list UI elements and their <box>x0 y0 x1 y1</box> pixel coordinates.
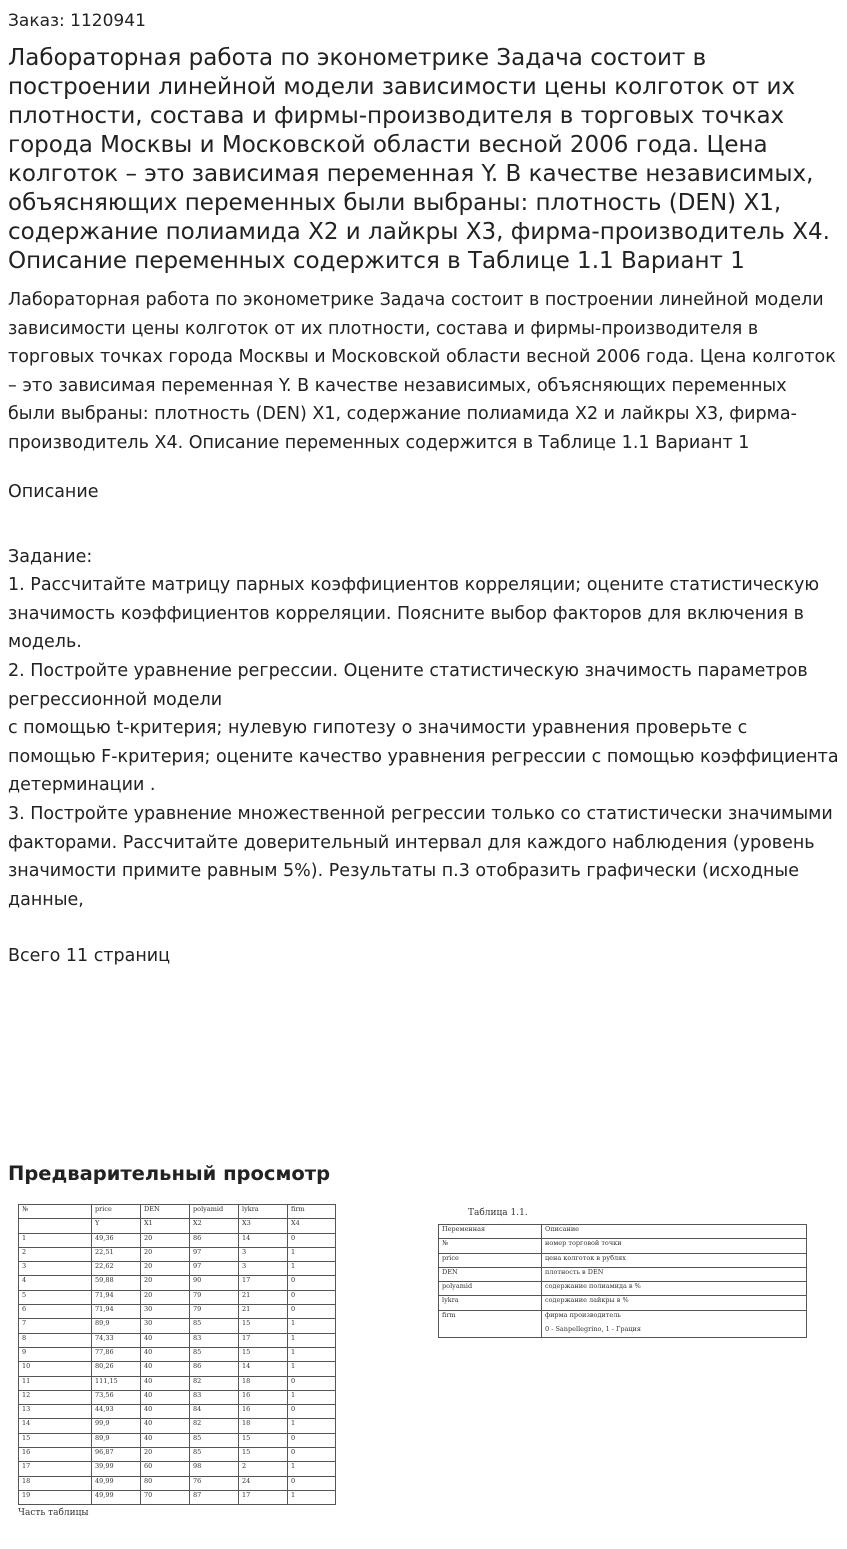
table-cell: DEN <box>141 1205 190 1219</box>
table-cell: X2 <box>190 1219 239 1233</box>
table-cell: 8 <box>19 1333 92 1347</box>
table-cell: 82 <box>190 1419 239 1433</box>
table-cell: 49,99 <box>92 1490 141 1504</box>
table-cell: 20 <box>141 1233 190 1247</box>
table-cell: price <box>92 1205 141 1219</box>
table-cell: 83 <box>190 1333 239 1347</box>
table-cell: 40 <box>141 1347 190 1361</box>
table-cell: firm <box>288 1205 336 1219</box>
table-cell: 0 <box>288 1476 336 1490</box>
table-cell: фирма производитель 0 - Sanpellegrino, 1 - Грация <box>542 1310 807 1337</box>
table-row <box>439 1267 807 1281</box>
table-cell: 84 <box>190 1405 239 1419</box>
table-cell: 0 <box>288 1233 336 1247</box>
table-row <box>19 1205 336 1219</box>
table-cell: 76 <box>190 1476 239 1490</box>
table-cell: DEN <box>439 1267 542 1281</box>
table-cell: 86 <box>190 1362 239 1376</box>
table-cell: 1 <box>288 1362 336 1376</box>
task-title: Задание: <box>8 546 93 567</box>
table-cell: 85 <box>190 1347 239 1361</box>
table-cell: 0 <box>288 1305 336 1319</box>
task-item: 3. Постройте уравнение множественной регрессии только со статистически значимыми факторами. Рассчитайте доверительный интервал для каждого наблюдения (уровень значимости примите равным 5%). Результаты п.3 отобразить графически (исходные данные, <box>8 803 833 910</box>
table-cell: 49,36 <box>92 1233 141 1247</box>
table-cell: 44,93 <box>92 1405 141 1419</box>
variables-table <box>438 1224 807 1338</box>
table-cell: 80,26 <box>92 1362 141 1376</box>
table-cell: 15 <box>239 1448 288 1462</box>
table-cell: 15 <box>239 1433 288 1447</box>
preview-area <box>8 1198 839 1528</box>
table-cell: 79 <box>190 1290 239 1304</box>
table-row <box>19 1490 336 1504</box>
preview-page-variables-table <box>438 1208 807 1338</box>
table-cell: № <box>19 1205 92 1219</box>
table-cell: 1 <box>288 1347 336 1361</box>
table-row <box>19 1419 336 1433</box>
table-cell: 40 <box>141 1390 190 1404</box>
table-row <box>439 1282 807 1296</box>
table-cell: 80 <box>141 1476 190 1490</box>
table-row <box>439 1225 807 1239</box>
table-row <box>439 1310 807 1337</box>
table-cell: 20 <box>141 1247 190 1261</box>
preview-page-data-table <box>18 1204 336 1518</box>
table-cell: 18 <box>19 1476 92 1490</box>
table-cell: 83 <box>190 1390 239 1404</box>
table-cell: цена колготок в рублях <box>542 1253 807 1267</box>
table-row <box>19 1290 336 1304</box>
table-cell <box>19 1219 92 1233</box>
table-cell: 71,94 <box>92 1290 141 1304</box>
table-cell: 11 <box>19 1376 92 1390</box>
table-cell: 2 <box>19 1247 92 1261</box>
table-cell: 21 <box>239 1305 288 1319</box>
data-table <box>18 1204 336 1505</box>
table-cell: 9 <box>19 1347 92 1361</box>
table-cell: 40 <box>141 1333 190 1347</box>
table-row <box>19 1405 336 1419</box>
task-item: с помощью t-критерия; нулевую гипотезу о значимости уравнения проверьте с помощью F-критерия; оцените качество уравнения регрессии с помощью коэффициента детерминации . <box>8 718 839 796</box>
table-row <box>439 1253 807 1267</box>
table-cell: 15 <box>239 1347 288 1361</box>
table-cell: lykra <box>439 1296 542 1310</box>
table-cell: 85 <box>190 1319 239 1333</box>
table-row <box>19 1305 336 1319</box>
table-cell: 30 <box>141 1305 190 1319</box>
table-cell: 85 <box>190 1433 239 1447</box>
table-cell: 59,88 <box>92 1276 141 1290</box>
table-cell: 16 <box>19 1448 92 1462</box>
table-cell: 14 <box>19 1419 92 1433</box>
table-cell: lykra <box>239 1205 288 1219</box>
table-cell: 2 <box>239 1462 288 1476</box>
table-cell: 111,15 <box>92 1376 141 1390</box>
table-cell: 20 <box>141 1262 190 1276</box>
table-cell: 1 <box>288 1333 336 1347</box>
table-row <box>19 1319 336 1333</box>
table-cell: 3 <box>239 1262 288 1276</box>
table-row <box>439 1239 807 1253</box>
table-cell: 18 <box>239 1376 288 1390</box>
task-item: 1. Рассчитайте матрицу парных коэффициентов корреляции; оцените статистическую значимость коэффициентов корреляции. Поясните выбор факторов для включения в модель. <box>8 575 820 653</box>
table-cell: X3 <box>239 1219 288 1233</box>
table-cell: 40 <box>141 1419 190 1433</box>
table-row <box>19 1376 336 1390</box>
table-cell: 49,99 <box>92 1476 141 1490</box>
table-row <box>19 1233 336 1247</box>
table-caption: Таблица 1.1. <box>468 1208 528 1218</box>
order-number: Заказ: 1120941 <box>8 11 146 31</box>
table-cell: 1 <box>288 1319 336 1333</box>
table-row <box>439 1296 807 1310</box>
table-cell: 90 <box>190 1276 239 1290</box>
table-cell: 15 <box>19 1433 92 1447</box>
table-cell: 1 <box>288 1247 336 1261</box>
table-cell: Y <box>92 1219 141 1233</box>
table-cell: 3 <box>19 1262 92 1276</box>
table-cell: polyamid <box>439 1282 542 1296</box>
table-cell: 70 <box>141 1490 190 1504</box>
table-row <box>19 1462 336 1476</box>
table-cell: 17 <box>239 1276 288 1290</box>
table-cell: 30 <box>141 1319 190 1333</box>
intro-text: Лабораторная работа по эконометрике Задача состоит в построении линейной модели зависимости цены колготок от их плотности, состава и фирмы-производителя в торговых точках города Москвы и Московской области весной 2006 года. Цена колготок – это зависимая переменная Y. В качестве независимых, объясняющих переменных были выбраны: плотность (DEN) X1, содержание полиамида X2 и лайкры X3, фирма-производитель X4. Описание переменных содержится в Таблице 1.1 Вариант 1 <box>8 290 836 453</box>
table-cell: 39,99 <box>92 1462 141 1476</box>
table-row <box>19 1276 336 1290</box>
table-cell: 77,86 <box>92 1347 141 1361</box>
table-cell: 0 <box>288 1376 336 1390</box>
table-cell: 18 <box>239 1419 288 1433</box>
table-cell: 17 <box>239 1333 288 1347</box>
table-cell: 89,9 <box>92 1319 141 1333</box>
table-cell: 60 <box>141 1462 190 1476</box>
description-heading: Описание <box>8 481 99 502</box>
table-cell: 20 <box>141 1448 190 1462</box>
table-cell: 24 <box>239 1476 288 1490</box>
table-cell: 16 <box>239 1390 288 1404</box>
table-cell: 0 <box>288 1433 336 1447</box>
table-cell: 71,94 <box>92 1305 141 1319</box>
firm-note: 0 - Sanpellegrino, 1 - Грация <box>545 1324 641 1333</box>
table-cell: X1 <box>141 1219 190 1233</box>
preview-heading: Предварительный просмотр <box>8 1162 331 1185</box>
table-cell: 79 <box>190 1305 239 1319</box>
table-cell: 99,9 <box>92 1419 141 1433</box>
table-cell: содержание лайкры в % <box>542 1296 807 1310</box>
table-cell: 85 <box>190 1448 239 1462</box>
table-cell: Описание <box>542 1225 807 1239</box>
table-cell: 73,56 <box>92 1390 141 1404</box>
table-cell: 1 <box>288 1390 336 1404</box>
table-row <box>19 1262 336 1276</box>
table-row <box>19 1247 336 1261</box>
task-item: 2. Постройте уравнение регрессии. Оцените статистическую значимость параметров регрессионной модели <box>8 660 808 710</box>
table-row <box>19 1219 336 1233</box>
table-cell: 5 <box>19 1290 92 1304</box>
table-cell: 20 <box>141 1290 190 1304</box>
table-cell: 17 <box>19 1462 92 1476</box>
page-count: Всего 11 страниц <box>8 946 171 967</box>
table-cell: 0 <box>288 1405 336 1419</box>
table-cell: 6 <box>19 1305 92 1319</box>
table-cell: номер торговой точки <box>542 1239 807 1253</box>
table-cell: 97 <box>190 1247 239 1261</box>
table-cell: 13 <box>19 1405 92 1419</box>
table-cell: плотность в DEN <box>542 1267 807 1281</box>
table-row <box>19 1448 336 1462</box>
table-cell: содержание полиамида в % <box>542 1282 807 1296</box>
table-cell: 3 <box>239 1247 288 1261</box>
table-cell: price <box>439 1253 542 1267</box>
table-cell: 15 <box>239 1319 288 1333</box>
table-cell: 86 <box>190 1233 239 1247</box>
table-cell: 74,33 <box>92 1333 141 1347</box>
table-cell: firm <box>439 1310 542 1337</box>
table-cell: 7 <box>19 1319 92 1333</box>
table-cell: 21 <box>239 1290 288 1304</box>
table-row <box>19 1433 336 1447</box>
table-cell: 40 <box>141 1376 190 1390</box>
table-cell: 17 <box>239 1490 288 1504</box>
table-cell: polyamid <box>190 1205 239 1219</box>
table-cell: 0 <box>288 1276 336 1290</box>
table-cell: 40 <box>141 1362 190 1376</box>
table-cell: 14 <box>239 1233 288 1247</box>
table-cell: 1 <box>288 1262 336 1276</box>
table-cell: 89,9 <box>92 1433 141 1447</box>
table-cell: 40 <box>141 1433 190 1447</box>
table-row <box>19 1347 336 1361</box>
table-cell: 0 <box>288 1290 336 1304</box>
table-cell: 20 <box>141 1276 190 1290</box>
table-row <box>19 1390 336 1404</box>
table-cell: 10 <box>19 1362 92 1376</box>
table-cell: 14 <box>239 1362 288 1376</box>
table-cell: 1 <box>288 1462 336 1476</box>
table-cell: 1 <box>19 1233 92 1247</box>
table-cell: 22,51 <box>92 1247 141 1261</box>
table-row <box>19 1362 336 1376</box>
table-part-caption: Часть таблицы <box>18 1508 89 1519</box>
table-row <box>19 1476 336 1490</box>
table-cell: 1 <box>288 1419 336 1433</box>
table-cell: 16 <box>239 1405 288 1419</box>
table-cell: 22,62 <box>92 1262 141 1276</box>
table-cell: 40 <box>141 1405 190 1419</box>
table-cell: X4 <box>288 1219 336 1233</box>
table-cell: 96,87 <box>92 1448 141 1462</box>
table-cell: Переменная <box>439 1225 542 1239</box>
page-title: Лабораторная работа по эконометрике Задача состоит в построении линейной модели зависимости цены колготок от их плотности, состава и фирмы-производителя в торговых точках города Москвы и Московской области весной 2006 года. Цена колготок – это зависимая переменная Y. В качестве независимых, объясняющих переменных были выбраны: плотность (DEN) X1, содержание полиамида X2 и лайкры X3, фирма-производитель X4. Описание переменных содержится в Таблице 1.1 Вариант 1 <box>8 45 830 274</box>
table-cell: № <box>439 1239 542 1253</box>
table-cell: 87 <box>190 1490 239 1504</box>
table-cell: 4 <box>19 1276 92 1290</box>
table-cell: 1 <box>288 1490 336 1504</box>
table-row <box>19 1333 336 1347</box>
table-cell: 82 <box>190 1376 239 1390</box>
table-cell: 98 <box>190 1462 239 1476</box>
table-cell: 12 <box>19 1390 92 1404</box>
table-cell: 97 <box>190 1262 239 1276</box>
table-cell: 19 <box>19 1490 92 1504</box>
table-cell: 0 <box>288 1448 336 1462</box>
